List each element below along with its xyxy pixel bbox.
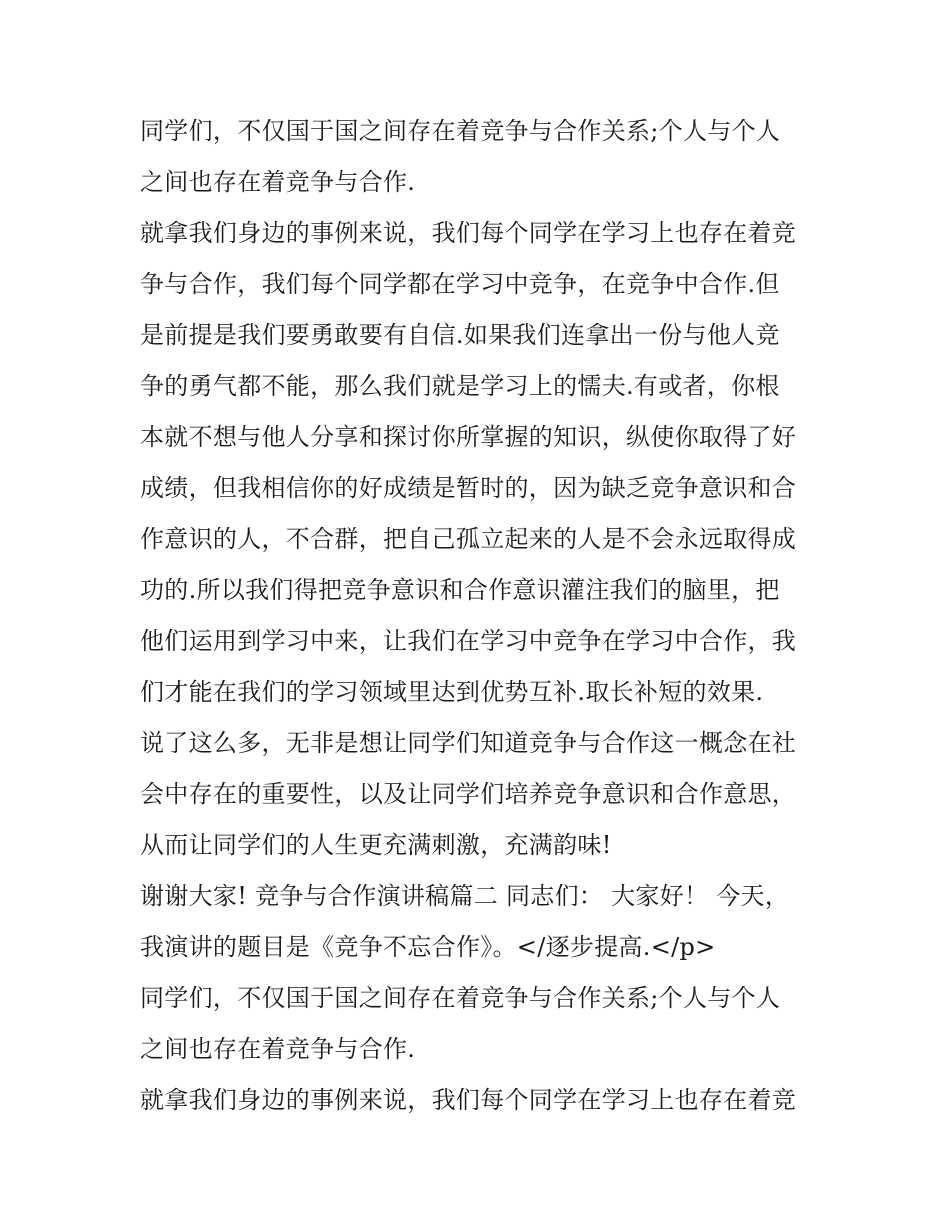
text-line: 本就不想与他人分享和探讨你所掌握的知识，纵使你取得了好 <box>140 423 797 451</box>
text-line: 是前提是我们要勇敢要有自信.如果我们连拿出一份与他人竞 <box>140 321 780 349</box>
text-line: 他们运用到学习中来，让我们在学习中竞争在学习中合作，我 <box>140 627 797 655</box>
text-line: 之间也存在着竞争与合作. <box>140 168 416 196</box>
text-line: 争与合作，我们每个同学都在学习中竞争，在竞争中合作.但 <box>140 270 780 298</box>
text-line: 们才能在我们的学习领域里达到优势互补.取长补短的效果. <box>140 678 764 706</box>
text-line: 之间也存在着竞争与合作. <box>140 1035 416 1063</box>
text-line: 同学们，不仅国于国之间存在着竞争与合作关系;个人与个人 <box>140 984 781 1012</box>
text-line: 同学们，不仅国于国之间存在着竞争与合作关系;个人与个人 <box>140 117 781 145</box>
text-line: 从而让同学们的人生更充满刺激，充满韵味! <box>140 831 612 859</box>
text-line: 就拿我们身边的事例来说，我们每个同学在学习上也存在着竞 <box>140 1086 797 1114</box>
text-line: 功的.所以我们得把竞争意识和合作意识灌注我们的脑里，把 <box>140 576 780 604</box>
text-line: 说了这么多，无非是想让同学们知道竞争与合作这一概念在社 <box>140 729 797 757</box>
text-line: 会中存在的重要性，以及让同学们培养竞争意识和合作意思， <box>140 780 797 808</box>
text-line: 作意识的人，不合群，把自己孤立起来的人是不会永远取得成 <box>140 525 797 553</box>
text-line: 就拿我们身边的事例来说，我们每个同学在学习上也存在着竞 <box>140 219 797 247</box>
text-line: 我演讲的题目是《竞争不忘合作》。</逐步提高.</p> <box>140 933 716 961</box>
text-line: 争的勇气都不能，那么我们就是学习上的懦夫.有或者，你根 <box>140 372 780 400</box>
document-body <box>140 111 830 1131</box>
text-line: 谢谢大家! 竞争与合作演讲稿篇二 同志们： 大家好！ 今天， <box>140 882 790 910</box>
text-line: 成绩，但我相信你的好成绩是暂时的，因为缺乏竞争意识和合 <box>140 474 797 502</box>
